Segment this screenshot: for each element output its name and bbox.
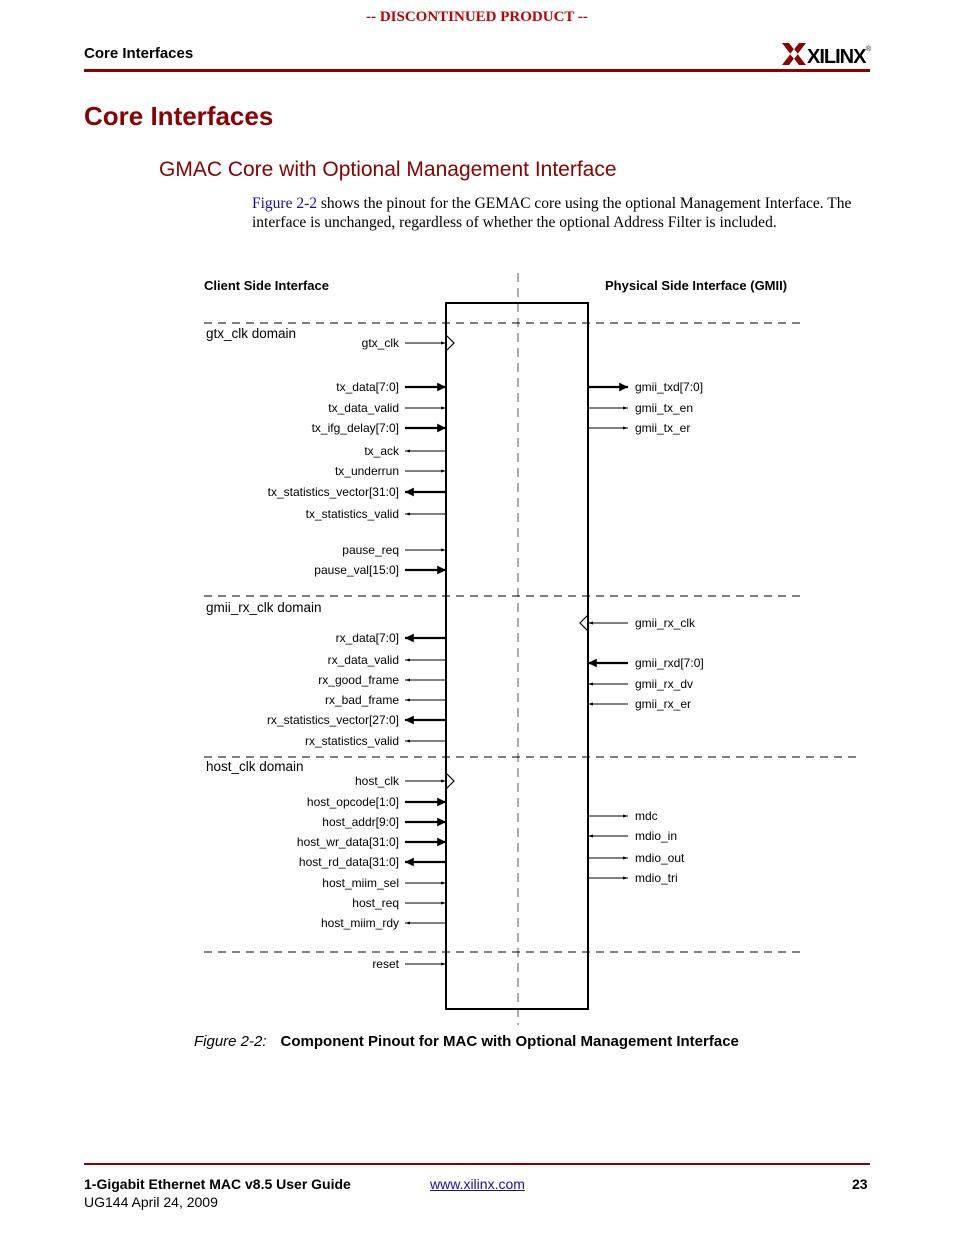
pin-label-gmii-rx-clk: gmii_rx_clk — [635, 616, 696, 630]
clock-input-icon — [446, 773, 454, 789]
pin-label-tx-statistics-vector-31-0: tx_statistics_vector[31:0] — [267, 485, 399, 499]
domain-label-gtx: gtx_clk domain — [206, 326, 297, 341]
pin-label-reset: reset — [372, 957, 399, 971]
pin-label-mdc: mdc — [635, 809, 658, 823]
pin-label-tx-ack: tx_ack — [364, 444, 399, 458]
pin-label-host-opcode-1-0: host_opcode[1:0] — [306, 795, 399, 809]
domain-label-gmii-rx: gmii_rx_clk domain — [206, 600, 322, 615]
logo-registered-mark: ® — [866, 46, 872, 53]
pin-label-gmii-rx-er: gmii_rx_er — [635, 697, 692, 711]
client-side-signals — [267, 335, 454, 971]
caption-number: Figure 2-2: — [194, 1033, 267, 1050]
pin-label-rx-good-frame: rx_good_frame — [318, 673, 399, 687]
pin-label-pause-val-15-0: pause_val[15:0] — [314, 563, 399, 577]
clock-input-icon — [580, 615, 588, 631]
pin-label-host-clk: host_clk — [354, 774, 399, 788]
pin-label-gtx-clk: gtx_clk — [361, 336, 399, 350]
running-header-title: Core Interfaces — [84, 45, 194, 62]
pin-label-rx-bad-frame: rx_bad_frame — [324, 693, 399, 707]
pin-label-pause-req: pause_req — [342, 543, 399, 557]
footer-rule — [84, 1163, 870, 1165]
pin-label-tx-data-7-0: tx_data[7:0] — [336, 380, 399, 394]
pin-label-mdio-out: mdio_out — [635, 851, 685, 865]
discontinued-banner: -- DISCONTINUED PRODUCT -- — [366, 9, 588, 25]
figure-reference-link[interactable]: Figure 2-2 — [252, 195, 318, 212]
pin-label-rx-data-valid: rx_data_valid — [327, 653, 399, 667]
pin-label-rx-statistics-vector-27-0: rx_statistics_vector[27:0] — [266, 713, 399, 727]
pin-label-mdio-in: mdio_in — [635, 829, 678, 843]
pin-label-host-addr-9-0: host_addr[9:0] — [322, 815, 399, 829]
footer-url-link[interactable]: www.xilinx.com — [430, 1176, 525, 1192]
pin-label-host-miim-rdy: host_miim_rdy — [320, 916, 399, 930]
pin-label-tx-statistics-valid: tx_statistics_valid — [305, 507, 399, 521]
pin-label-tx-data-valid: tx_data_valid — [328, 401, 399, 415]
clock-input-icon — [446, 335, 454, 351]
pin-label-mdio-tri: mdio_tri — [635, 871, 678, 885]
pin-label-host-req: host_req — [352, 896, 399, 910]
section-title: Core Interfaces — [84, 101, 274, 131]
pin-label-host-wr-data-31-0: host_wr_data[31:0] — [296, 835, 399, 849]
footer-doc-id: UG144 April 24, 2009 — [84, 1194, 218, 1210]
footer-page-number: 23 — [852, 1176, 868, 1192]
figure-caption — [194, 1033, 739, 1050]
mac-core-block — [446, 303, 588, 1009]
physical-side-signals — [580, 380, 704, 885]
footer-guide-title: 1-Gigabit Ethernet MAC v8.5 User Guide — [84, 1176, 351, 1192]
pin-label-gmii-tx-en: gmii_tx_en — [635, 401, 694, 415]
pin-label-rx-statistics-valid: rx_statistics_valid — [304, 734, 399, 748]
logo-text: XILINX — [807, 46, 866, 68]
domain-label-host: host_clk domain — [206, 759, 304, 774]
pin-label-host-rd-data-31-0: host_rd_data[31:0] — [298, 855, 399, 869]
pin-label-host-miim-sel: host_miim_sel — [322, 876, 399, 890]
caption-title: Component Pinout for MAC with Optional Management Interface — [280, 1033, 739, 1050]
pin-label-gmii-txd-7-0: gmii_txd[7:0] — [635, 380, 704, 394]
physical-side-heading: Physical Side Interface (GMII) — [605, 278, 788, 293]
pin-label-tx-ifg-delay-7-0: tx_ifg_delay[7:0] — [311, 421, 399, 435]
pin-label-tx-underrun: tx_underrun — [334, 464, 399, 478]
pin-label-gmii-rx-dv: gmii_rx_dv — [635, 677, 694, 691]
pin-label-rx-data-7-0: rx_data[7:0] — [335, 631, 399, 645]
paragraph-text: shows the pinout for the GEMAC core using the optional Management Interface. The interface is unchanged, regardless of whether the optional Address Filter is included. — [252, 195, 852, 231]
subsection-title: GMAC Core with Optional Management Interface — [159, 158, 617, 181]
client-side-heading: Client Side Interface — [204, 278, 329, 293]
pin-label-gmii-rxd-7-0: gmii_rxd[7:0] — [635, 656, 704, 670]
pin-label-gmii-tx-er: gmii_tx_er — [635, 421, 691, 435]
